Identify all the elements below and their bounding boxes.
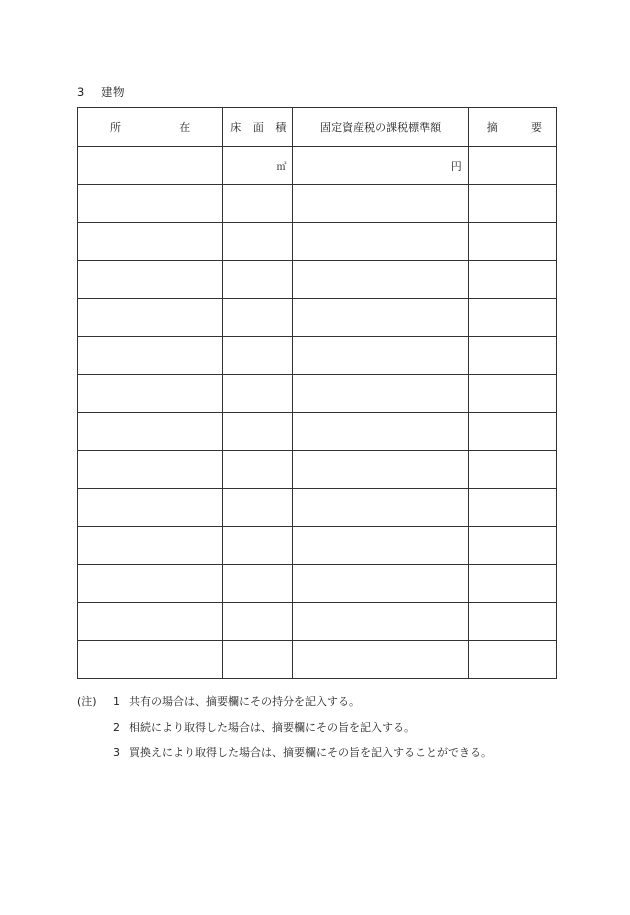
table-row [78, 185, 557, 223]
cell-location[interactable] [78, 413, 223, 451]
cell-floor-area[interactable] [223, 375, 293, 413]
cell-location[interactable] [78, 641, 223, 679]
cell-location[interactable] [78, 261, 223, 299]
cell-tax-base[interactable] [293, 565, 468, 603]
cell-remarks[interactable] [468, 223, 556, 261]
table-row [78, 299, 557, 337]
cell-tax-base[interactable] [293, 299, 468, 337]
table-row [78, 641, 557, 679]
section-number: 3 [77, 85, 85, 99]
cell-floor-area[interactable] [223, 147, 293, 185]
cell-remarks[interactable] [468, 375, 556, 413]
cell-remarks[interactable] [468, 565, 556, 603]
cell-floor-area[interactable] [223, 299, 293, 337]
table-row [78, 147, 557, 185]
table-body [78, 147, 557, 679]
note-text: 共有の場合は、摘要欄にその持分を記入する。 [129, 695, 360, 708]
table-row [78, 489, 557, 527]
cell-tax-base[interactable] [293, 185, 468, 223]
cell-floor-area[interactable] [223, 527, 293, 565]
header-remarks: 摘 要 [468, 108, 556, 147]
note-item [77, 740, 577, 766]
note-number: 2 [113, 720, 120, 734]
cell-remarks[interactable] [468, 261, 556, 299]
note-text: 相続により取得した場合は、摘要欄にその旨を記入する。 [129, 720, 415, 734]
cell-location[interactable] [78, 451, 223, 489]
table-row [78, 375, 557, 413]
cell-location[interactable] [78, 375, 223, 413]
header-location: 所 在 [78, 108, 223, 147]
cell-floor-area[interactable] [223, 413, 293, 451]
header-floor-area: 床 面 積 [223, 108, 293, 147]
cell-remarks[interactable] [468, 147, 556, 185]
unit-square-meter: ㎡ [276, 162, 287, 173]
notes [77, 689, 577, 766]
section-heading [77, 84, 125, 100]
note-number: 3 [113, 746, 120, 759]
cell-tax-base[interactable] [293, 261, 468, 299]
cell-remarks[interactable] [468, 641, 556, 679]
table-row [78, 261, 557, 299]
cell-floor-area[interactable] [223, 185, 293, 223]
cell-remarks[interactable] [468, 603, 556, 641]
note-item [77, 689, 577, 715]
cell-tax-base[interactable] [293, 451, 468, 489]
cell-location[interactable] [78, 337, 223, 375]
cell-tax-base[interactable] [293, 147, 468, 185]
cell-remarks[interactable] [468, 299, 556, 337]
note-text: 買換えにより取得した場合は、摘要欄にその旨を記入することができる。 [129, 746, 492, 759]
cell-floor-area[interactable] [223, 489, 293, 527]
cell-floor-area[interactable] [223, 261, 293, 299]
cell-floor-area[interactable] [223, 641, 293, 679]
cell-remarks[interactable] [468, 489, 556, 527]
cell-tax-base[interactable] [293, 375, 468, 413]
cell-floor-area[interactable] [223, 337, 293, 375]
cell-remarks[interactable] [468, 451, 556, 489]
cell-tax-base[interactable] [293, 413, 468, 451]
table-row [78, 337, 557, 375]
cell-tax-base[interactable] [293, 603, 468, 641]
header-tax-base: 固定資産税の課税標準額 [293, 108, 468, 147]
cell-location[interactable] [78, 223, 223, 261]
cell-tax-base[interactable] [293, 489, 468, 527]
cell-remarks[interactable] [468, 527, 556, 565]
cell-location[interactable] [78, 147, 223, 185]
cell-remarks[interactable] [468, 337, 556, 375]
table-row [78, 527, 557, 565]
cell-location[interactable] [78, 299, 223, 337]
cell-tax-base[interactable] [293, 527, 468, 565]
unit-yen: 円 [450, 159, 462, 173]
cell-floor-area[interactable] [223, 223, 293, 261]
note-item [77, 715, 577, 741]
table-row [78, 413, 557, 451]
table-row [78, 223, 557, 261]
cell-floor-area[interactable] [223, 603, 293, 641]
table-row [78, 451, 557, 489]
building-table [77, 107, 557, 679]
cell-location[interactable] [78, 527, 223, 565]
notes-prefix: (注) [77, 695, 97, 708]
cell-tax-base[interactable] [293, 223, 468, 261]
section-title: 建物 [100, 85, 125, 99]
cell-location[interactable] [78, 603, 223, 641]
cell-location[interactable] [78, 489, 223, 527]
cell-remarks[interactable] [468, 413, 556, 451]
cell-tax-base[interactable] [293, 337, 468, 375]
cell-floor-area[interactable] [223, 451, 293, 489]
table-row [78, 565, 557, 603]
table-row [78, 603, 557, 641]
cell-remarks[interactable] [468, 185, 556, 223]
header-row [78, 108, 557, 147]
cell-tax-base[interactable] [293, 641, 468, 679]
cell-location[interactable] [78, 565, 223, 603]
cell-floor-area[interactable] [223, 565, 293, 603]
cell-location[interactable] [78, 185, 223, 223]
note-number: 1 [113, 695, 120, 708]
